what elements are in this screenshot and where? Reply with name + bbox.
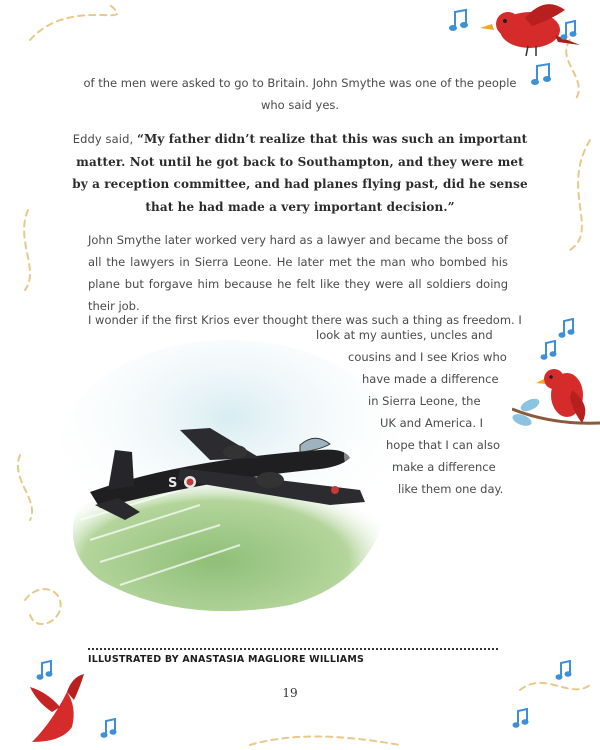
paragraph-1-line-1: of the men were asked to go to Britain. John Smythe was one of the people xyxy=(83,76,517,90)
paragraph-4-line-9: like them one day. xyxy=(398,482,504,496)
red-bird-flying-icon xyxy=(22,672,92,750)
music-note-icon xyxy=(448,8,470,34)
paragraph-4-line-5: in Sierra Leone, the xyxy=(368,394,481,408)
dotted-divider xyxy=(88,648,498,650)
music-note-icon xyxy=(530,62,554,88)
paragraph-4-line-6: UK and America. I xyxy=(380,416,484,430)
quote-lead: Eddy said, xyxy=(72,132,137,146)
music-note-icon xyxy=(560,20,578,42)
music-note-icon xyxy=(540,340,558,362)
paragraph-4-line-2: look at my aunties, uncles and xyxy=(316,328,493,342)
paragraph-4-line-7: hope that I can also xyxy=(386,438,500,452)
music-note-icon xyxy=(36,660,54,682)
quote-text: “My father didn’t realize that this was such an important matter. Not until he got back to Southampton, and they were met by a reception committee, and had planes flying past, did he sense that he had made a very important decision.” xyxy=(72,132,528,214)
paragraph-4-line-8: make a difference xyxy=(392,460,496,474)
paragraph-4-line-4: have made a difference xyxy=(362,372,499,386)
plane-letter: S xyxy=(168,476,178,491)
paragraph-1-line-2: who said yes. xyxy=(260,98,340,112)
red-bird-on-branch-icon xyxy=(512,365,600,445)
paragraph-4-line-1: I wonder if the first Krios ever thought there was such a thing as freedom. I xyxy=(88,313,522,327)
music-note-icon xyxy=(512,708,530,730)
illustrator-credit: ILLUSTRATED BY ANASTASIA MAGLIORE WILLIAMS xyxy=(88,654,365,665)
quote-paragraph xyxy=(72,128,528,218)
bomber-plane-illustration xyxy=(60,340,400,615)
paragraph-4-line-3: cousins and I see Krios who xyxy=(348,350,507,364)
music-note-icon xyxy=(555,660,573,682)
paragraph-1 xyxy=(70,72,530,116)
page-number: 19 xyxy=(282,686,298,700)
music-note-icon xyxy=(100,718,118,740)
music-note-icon xyxy=(558,318,576,340)
paragraph-3: John Smythe later worked very hard as a lawyer and became the boss of all the lawyers in Sierra Leone. He later met the man who bombed his plane but forgave him because he felt like they were all soldiers doing their job. xyxy=(88,233,508,313)
